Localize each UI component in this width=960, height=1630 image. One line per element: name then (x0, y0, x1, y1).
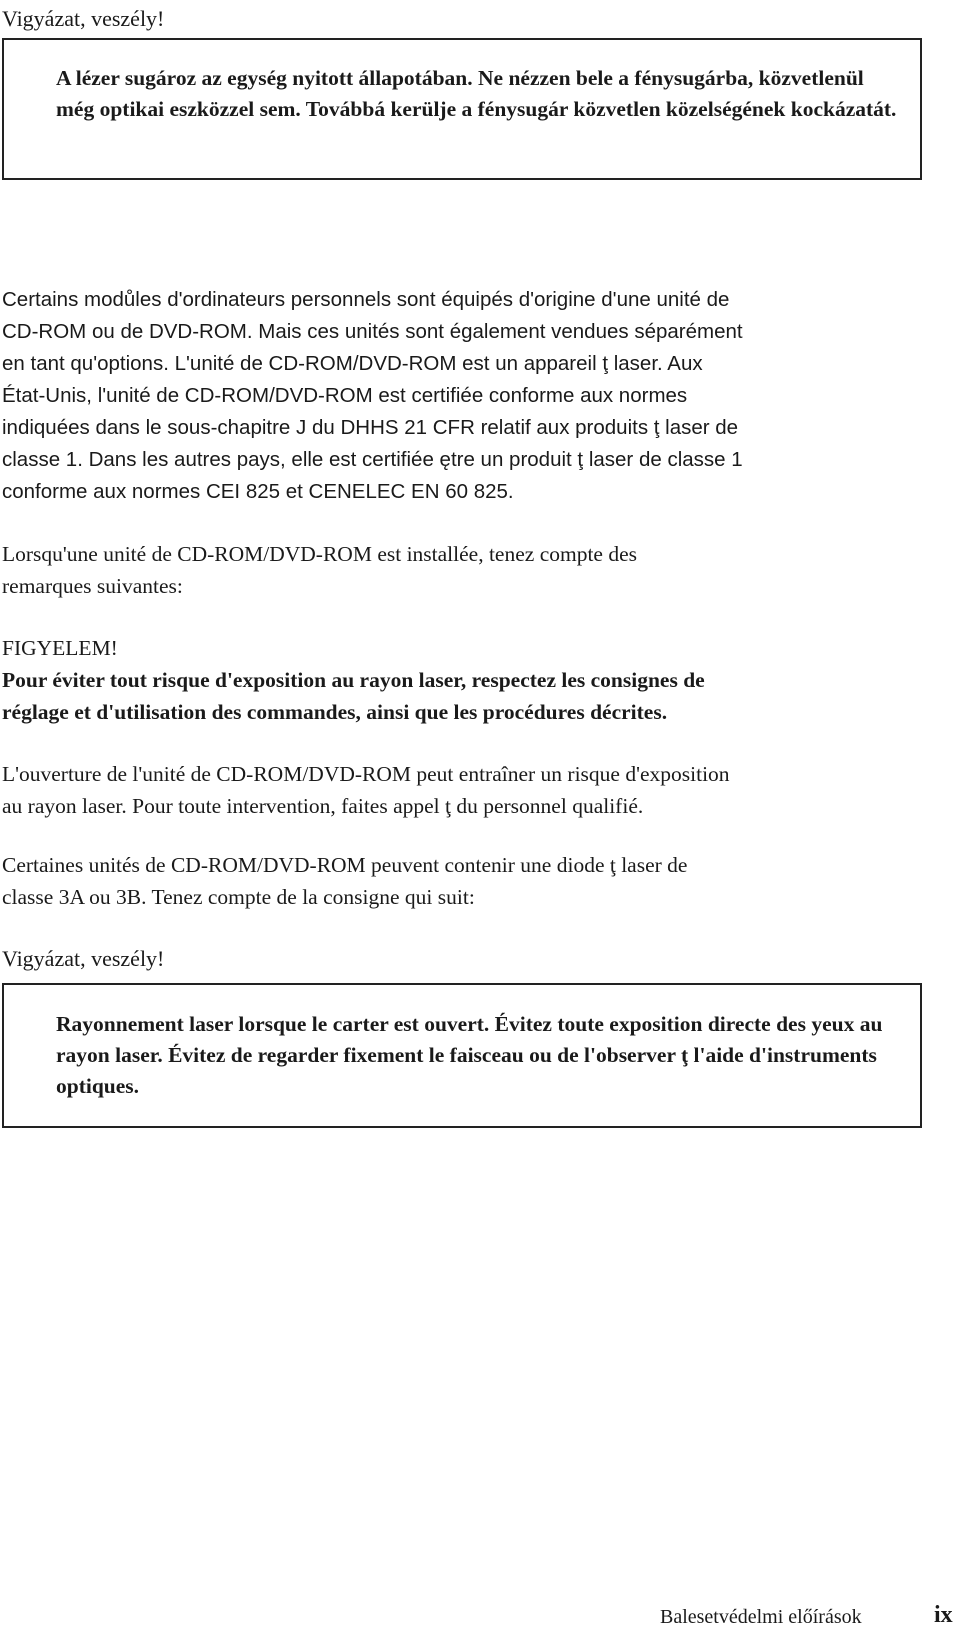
warning-text-2: Rayonnement laser lorsque le carter est ouvert. Évitez toute exposition directe des yeux au rayon laser. Évitez de regarder fixement le faisceau ou de l'observer ţ l'aide d'instruments optiques. (56, 1012, 883, 1098)
footer-section-title: Balesetvédelmi előírások (660, 1606, 862, 1628)
warning-box (2, 38, 922, 180)
paragraph-intro: Certains modůles d'ordinateurs personnels sont équipés d'origine d'une unité de CD-ROM ou de DVD-ROM. Mais ces unités sont également vendues séparément en tant qu'options. L'unité de CD-ROM/DVD-ROM est un appareil ţ laser. Aux État-Unis, l'unité de CD-ROM/DVD-ROM est certifiée conforme aux normes indiquées dans le sous-chapitre J du DHHS 21 CFR relatif aux produits ţ laser de classe 1. Dans les autres pays, elle est certifiée ętre un produit ţ laser de classe 1 conforme aux normes CEI 825 et CENELEC EN 60 825. (2, 288, 743, 503)
warning-heading: Vigyázat, veszély! (2, 6, 165, 31)
warning-box-2 (2, 983, 922, 1128)
notice-heading: FIGYELEM! (2, 636, 118, 660)
paragraph-opening-risk: L'ouverture de l'unité de CD-ROM/DVD-ROM peut entraîner un risque d'exposition au rayon laser. Pour toute intervention, faites appel ţ du personnel qualifié. (2, 762, 730, 818)
warning-heading-2: Vigyázat, veszély! (2, 946, 165, 971)
paragraph-install-notes: Lorsqu'une unité de CD-ROM/DVD-ROM est installée, tenez compte des remarques suivantes: (2, 542, 638, 598)
notice-text: Pour éviter tout risque d'exposition au rayon laser, respectez les consignes de réglage et d'utilisation des commandes, ainsi que les procédures décrites. (2, 668, 705, 724)
paragraph-laser-diode: Certaines unités de CD-ROM/DVD-ROM peuvent contenir une diode ţ laser de classe 3A ou 3B. Tenez compte de la consigne qui suit: (2, 853, 688, 909)
warning-text: A lézer sugároz az egység nyitott állapotában. Ne nézzen bele a fénysugárba, közvetlenül még optikai eszközzel sem. Továbbá kerülje a fénysugár közvetlen közelségének kockázatát. (56, 66, 897, 121)
page-number: ix (934, 1602, 953, 1628)
